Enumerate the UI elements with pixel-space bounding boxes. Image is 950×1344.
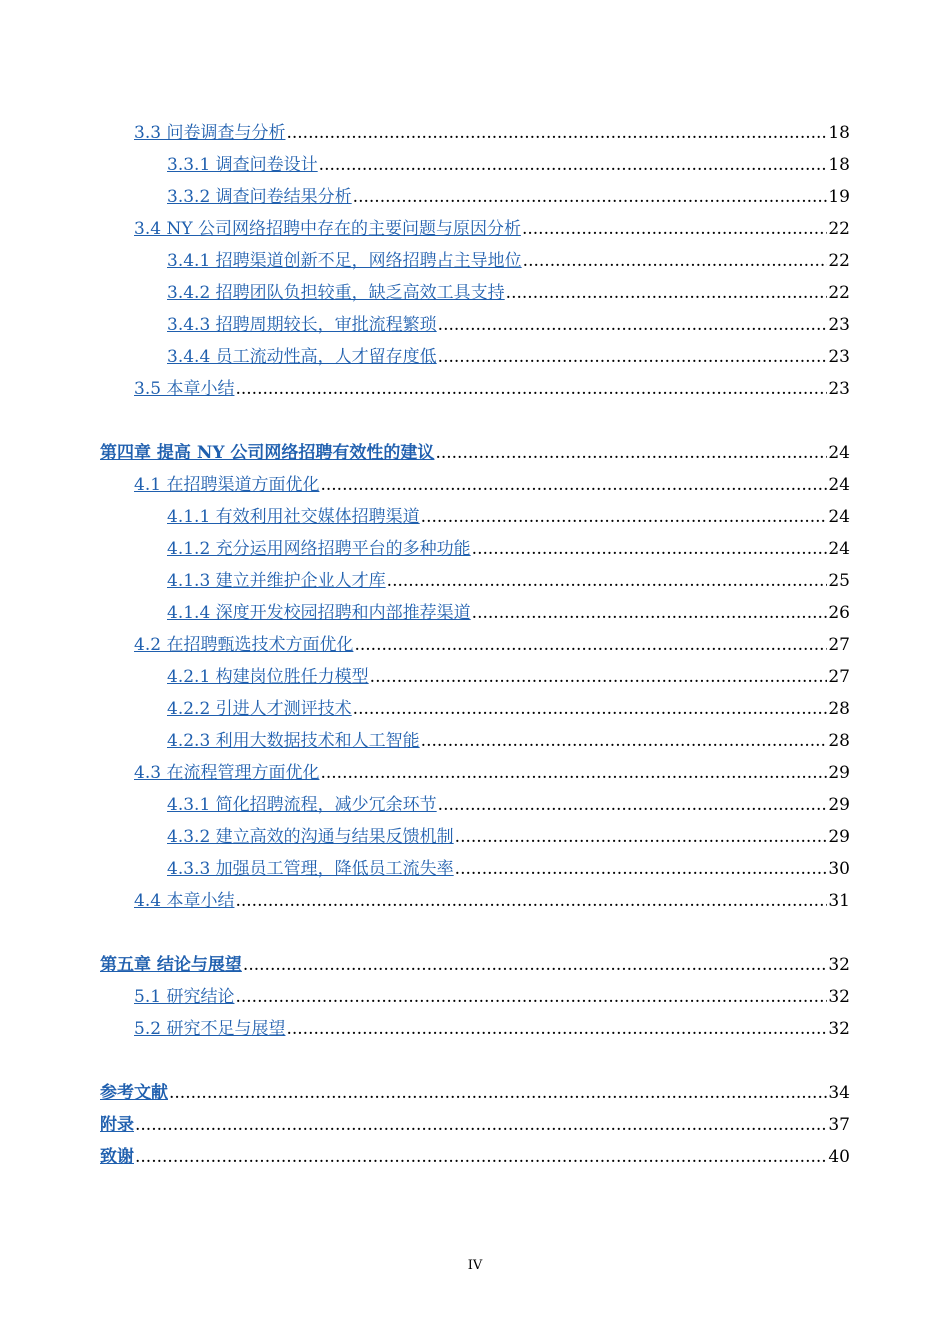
toc-entry-page: 40: [828, 1147, 850, 1167]
toc-entry-link[interactable]: 3.4.1 招聘渠道创新不足，网络招聘占主导地位: [167, 251, 522, 271]
toc-entry: [100, 469, 850, 501]
toc-entry-link[interactable]: 参考文献: [100, 1083, 168, 1103]
toc-entry-page: 18: [828, 123, 850, 143]
dot-leader: [435, 437, 827, 469]
toc-entry: [100, 949, 850, 981]
toc-entry-link[interactable]: 3.3 问卷调查与分析: [134, 123, 286, 143]
dot-leader: [472, 533, 828, 565]
toc-entry-page: 32: [828, 955, 850, 975]
toc-entry: [100, 661, 850, 693]
toc-entry-page: 24: [828, 539, 850, 559]
page-number: IV: [467, 1258, 483, 1273]
toc-entry-page: 27: [828, 635, 850, 655]
toc-entry-page: 24: [828, 443, 850, 463]
toc-entry-link[interactable]: 3.4.4 员工流动性高，人才留存度低: [167, 347, 437, 367]
toc-entry: [100, 693, 850, 725]
toc-entry: [100, 597, 850, 629]
toc-entry: [100, 149, 850, 181]
dot-leader: [506, 277, 828, 309]
dot-leader: [438, 309, 828, 341]
toc-entry: [100, 245, 850, 277]
toc-entry-link[interactable]: 3.3.2 调查问卷结果分析: [167, 187, 352, 207]
toc-entry-page: 23: [828, 347, 850, 367]
dot-leader: [438, 341, 828, 373]
toc-entry: [100, 885, 850, 917]
dot-leader: [421, 725, 828, 757]
toc-entry-page: 22: [828, 251, 850, 271]
dot-leader: [353, 693, 828, 725]
dot-leader: [438, 789, 828, 821]
dot-leader: [421, 501, 828, 533]
toc-entry: [100, 1077, 850, 1109]
toc-entry-link[interactable]: 3.4.2 招聘团队负担较重，缺乏高效工具支持: [167, 283, 505, 303]
toc-entry-link[interactable]: 4.1.4 深度开发校园招聘和内部推荐渠道: [167, 603, 471, 623]
toc-entry-page: 18: [828, 155, 850, 175]
toc-entry-link[interactable]: 附录: [100, 1115, 134, 1135]
toc-entry-link[interactable]: 4.1.3 建立并维护企业人才库: [167, 571, 386, 591]
toc-entry-page: 23: [828, 379, 850, 399]
toc-entry: [100, 757, 850, 789]
toc-entry: [100, 373, 850, 405]
toc-entry-page: 19: [828, 187, 850, 207]
dot-leader: [135, 1141, 827, 1173]
toc-entry: [100, 1109, 850, 1141]
toc-entry-page: 31: [828, 891, 850, 911]
toc-entry: [100, 1013, 850, 1045]
dot-leader: [370, 661, 828, 693]
toc-entry: [100, 725, 850, 757]
toc-entry-link[interactable]: 4.3.3 加强员工管理，降低员工流失率: [167, 859, 454, 879]
toc-entry: [100, 981, 850, 1013]
toc-entry-page: 23: [828, 315, 850, 335]
toc-entry: [100, 533, 850, 565]
toc-entry-link[interactable]: 3.5 本章小结: [134, 379, 235, 399]
dot-leader: [353, 181, 828, 213]
toc-entry-link[interactable]: 4.2.2 引进人才测评技术: [167, 699, 352, 719]
toc-entry-link[interactable]: 5.2 研究不足与展望: [134, 1019, 286, 1039]
toc-entry: [100, 213, 850, 245]
toc-entry-link[interactable]: 4.3 在流程管理方面优化: [134, 763, 320, 783]
toc-entry-link[interactable]: 4.2.3 利用大数据技术和人工智能: [167, 731, 420, 751]
toc-entry-page: 29: [828, 795, 850, 815]
toc-entry-page: 37: [828, 1115, 850, 1135]
toc-entry-link[interactable]: 4.3.1 简化招聘流程，减少冗余环节: [167, 795, 437, 815]
toc-entry-link[interactable]: 4.2 在招聘甄选技术方面优化: [134, 635, 354, 655]
dot-leader: [455, 853, 828, 885]
toc-entry-link[interactable]: 第四章 提高 NY 公司网络招聘有效性的建议: [100, 443, 435, 463]
toc-entry-link[interactable]: 4.1.1 有效利用社交媒体招聘渠道: [167, 507, 420, 527]
toc-entry-link[interactable]: 3.4.3 招聘周期较长，审批流程繁琐: [167, 315, 437, 335]
toc-entry-page: 25: [828, 571, 850, 591]
toc-entry-page: 27: [828, 667, 850, 687]
toc-entry-link[interactable]: 4.1.2 充分运用网络招聘平台的多种功能: [167, 539, 471, 559]
toc-entry-page: 28: [828, 699, 850, 719]
toc-entry: [100, 309, 850, 341]
dot-leader: [135, 1109, 827, 1141]
toc-entry: [100, 853, 850, 885]
dot-leader: [320, 757, 827, 789]
toc-entry: [100, 501, 850, 533]
toc-entry: [100, 565, 850, 597]
toc-entry-page: 29: [828, 763, 850, 783]
toc-entry-page: 34: [828, 1083, 850, 1103]
dot-leader: [320, 469, 827, 501]
toc-entry-page: 28: [828, 731, 850, 751]
toc-entry-link[interactable]: 致谢: [100, 1147, 134, 1167]
dot-leader: [235, 885, 827, 917]
toc-entry: [100, 789, 850, 821]
toc-entry: [100, 277, 850, 309]
toc-entry: [100, 341, 850, 373]
dot-leader: [387, 565, 828, 597]
toc-entry-page: 22: [828, 283, 850, 303]
toc-entry-link[interactable]: 4.1 在招聘渠道方面优化: [134, 475, 320, 495]
dot-leader: [523, 245, 828, 277]
dot-leader: [472, 597, 828, 629]
toc-entry-page: 24: [828, 507, 850, 527]
toc-entry-page: 22: [828, 219, 850, 239]
toc-entry-page: 32: [828, 987, 850, 1007]
dot-leader: [235, 373, 827, 405]
dot-leader: [286, 117, 827, 149]
dot-leader: [235, 981, 827, 1013]
toc-entry: [100, 629, 850, 661]
toc-entry: [100, 181, 850, 213]
dot-leader: [243, 949, 827, 981]
table-of-contents: [100, 117, 850, 1173]
toc-entry-page: 26: [828, 603, 850, 623]
dot-leader: [354, 629, 827, 661]
toc-entry: [100, 821, 850, 853]
toc-entry-link[interactable]: 第五章 结论与展望: [100, 955, 242, 975]
toc-entry-page: 32: [828, 1019, 850, 1039]
toc-entry-link[interactable]: 4.3.2 建立高效的沟通与结果反馈机制: [167, 827, 454, 847]
dot-leader: [522, 213, 827, 245]
toc-entry-page: 30: [828, 859, 850, 879]
toc-entry-page: 29: [828, 827, 850, 847]
toc-entry-link[interactable]: 3.3.1 调查问卷设计: [167, 155, 318, 175]
toc-entry-link[interactable]: 3.4 NY 公司网络招聘中存在的主要问题与原因分析: [134, 219, 521, 239]
toc-entry: [100, 437, 850, 469]
toc-entry-page: 24: [828, 475, 850, 495]
toc-entry-link[interactable]: 4.4 本章小结: [134, 891, 235, 911]
dot-leader: [319, 149, 828, 181]
toc-entry: [100, 1141, 850, 1173]
toc-entry: [100, 117, 850, 149]
dot-leader: [286, 1013, 827, 1045]
dot-leader: [169, 1077, 827, 1109]
toc-entry-link[interactable]: 4.2.1 构建岗位胜任力模型: [167, 667, 369, 687]
toc-entry-link[interactable]: 5.1 研究结论: [134, 987, 235, 1007]
dot-leader: [455, 821, 828, 853]
